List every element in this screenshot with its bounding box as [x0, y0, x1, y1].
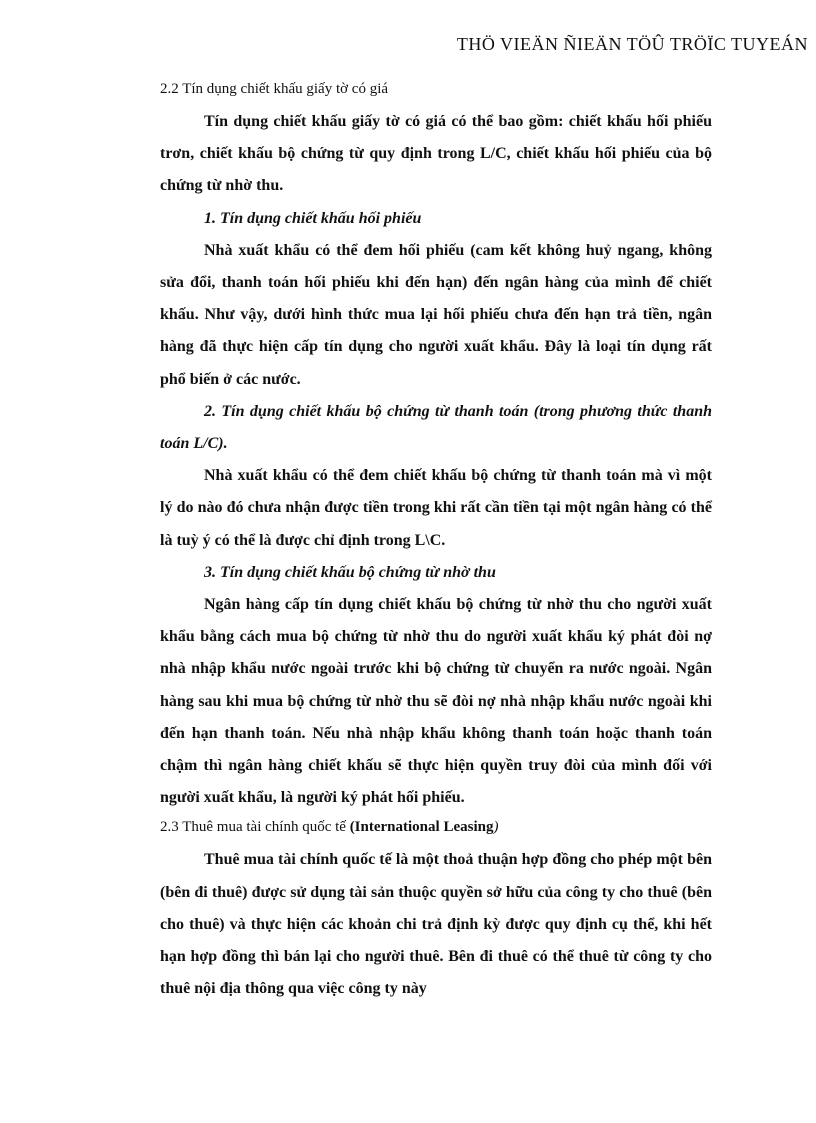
item-3-body: Ngân hàng cấp tín dụng chiết khấu bộ chứng từ nhờ thu cho người xuất khẩu bằng cách mua bộ chứng từ nhờ thu do người xuất khẩu ký phát đòi nợ nhà nhập khẩu nước ngoài trước khi bộ chứng từ chuyển ra nước ngoài. Ngân hàng sau khi mua bộ chứng từ nhờ thu sẽ đòi nợ nhà nhập khẩu nước ngoài khi đến hạn thanh toán. Nếu nhà nhập khẩu không thanh toán hoặc thanh toán chậm thì ngân hàng chiết khấu sẽ thực hiện quyền truy đòi của mình đối với người xuất khẩu, là người ký phát hối phiếu.	[160, 596, 712, 807]
section-2-3-heading-text: 2.3 Thuê mua tài chính quốc tế	[160, 819, 350, 836]
document-body	[160, 76, 712, 1005]
item-3-title: 3. Tín dụng chiết khấu bộ chứng từ nhờ thu	[204, 563, 496, 581]
item-1-title: 1. Tín dụng chiết khấu hối phiếu	[204, 209, 422, 227]
section-2-3-heading-close: )	[493, 819, 499, 836]
item-2-title: 2. Tín dụng chiết khấu bộ chứng từ thanh toán (trong phương thức thanh toán L/C).	[160, 402, 712, 453]
section-2-3-body: Thuê mua tài chính quốc tế là một thoả thuận hợp đồng cho phép một bên (bên đi thuê) được sử dụng tài sản thuộc quyền sở hữu của công ty cho thuê (bên cho thuê) và thực hiện các khoản chi trả định kỳ được quy định cụ thể, khi hết hạn hợp đồng thì bán lại cho người thuê. Bên đi thuê có thể thuê từ công ty cho thuê nội địa thông qua việc công ty này	[160, 851, 712, 998]
section-2-3-heading-term: (International Leasing	[349, 819, 494, 836]
item-1-body: Nhà xuất khẩu có thể đem hối phiếu (cam kết không huỷ ngang, không sửa đổi, thanh toán hối phiếu khi đến hạn) đến ngân hàng của mình để chiết khấu. Như vậy, dưới hình thức mua lại hối phiếu chưa đến hạn trả tiền, ngân hàng đã thực hiện cấp tín dụng cho người xuất khẩu. Đây là loại tín dụng rất phổ biến ở các nước.	[160, 241, 712, 388]
section-2-2-intro: Tín dụng chiết khấu giấy tờ có giá có thể bao gồm: chiết khấu hối phiếu trơn, chiết khấu bộ chứng từ quy định trong L/C, chiết khấu hối phiếu của bộ chứng từ nhờ thu.	[160, 113, 712, 195]
section-heading-2-3	[160, 814, 712, 840]
page-header: THÖ VIEÄN ÑIEÄN TÖÛ TRÖÏC TUYEÁN	[456, 34, 808, 54]
section-heading-2-2: 2.2 Tín dụng chiết khấu giấy tờ có giá	[160, 81, 389, 97]
item-2-body: Nhà xuất khẩu có thể đem chiết khấu bộ chứng từ thanh toán mà vì một lý do nào đó chưa nhận được tiền trong khi rất cần tiền tại một ngân hàng có thể là tuỳ ý có thể là được chỉ định trong L\C.	[160, 467, 712, 549]
